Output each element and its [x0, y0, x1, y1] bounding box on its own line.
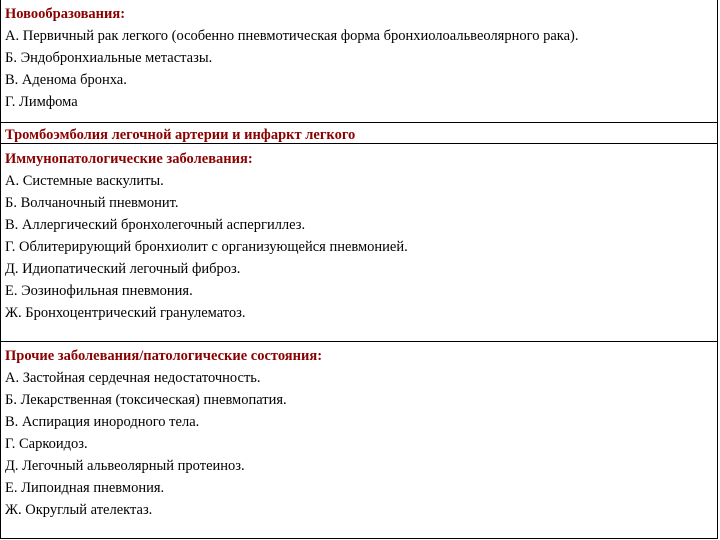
list-item: Е. Липоидная пневмония.	[5, 480, 165, 496]
list-item: Б. Лекарственная (токсическая) пневмопатия.	[5, 392, 287, 408]
section-immunopathologic	[1, 143, 717, 341]
list-item: А. Системные васкулиты.	[5, 173, 164, 189]
list-item: А. Застойная сердечная недостаточность.	[5, 370, 261, 386]
section-heading: Иммунопатологические заболевания:	[5, 151, 253, 167]
list-item: Б. Волчаночный пневмонит.	[5, 195, 179, 211]
list-item: Д. Легочный альвеолярный протеиноз.	[5, 458, 245, 474]
section-heading: Прочие заболевания/патологические состояния:	[5, 348, 323, 364]
list-item: Б. Эндобронхиальные метастазы.	[5, 50, 213, 66]
list-item: Г. Лимфома	[5, 94, 78, 110]
list-item: А. Первичный рак легкого (особенно пневмотическая форма бронхиолоальвеолярного рака).	[5, 28, 579, 44]
list-item: Д. Идиопатический легочный фиброз.	[5, 261, 241, 277]
list-item: В. Аллергический бронхолегочный аспергиллез.	[5, 217, 306, 233]
list-item: В. Аспирация инородного тела.	[5, 414, 200, 430]
section-heading: Тромбоэмболия легочной артерии и инфаркт легкого	[5, 127, 356, 143]
list-item: Г. Саркоидоз.	[5, 436, 88, 452]
section-pulmonary-embolism	[1, 122, 717, 143]
section-other-conditions	[1, 341, 717, 539]
list-item: Ж. Бронхоцентрический гранулематоз.	[5, 305, 246, 321]
list-item: Е. Эозинофильная пневмония.	[5, 283, 193, 299]
list-item: В. Аденома бронха.	[5, 72, 127, 88]
section-neoplasms	[1, 0, 717, 122]
section-heading: Новообразования:	[5, 6, 126, 22]
list-item: Г. Облитерирующий бронхиолит с организующейся пневмонией.	[5, 239, 408, 255]
list-item: Ж. Округлый ателектаз.	[5, 502, 153, 518]
